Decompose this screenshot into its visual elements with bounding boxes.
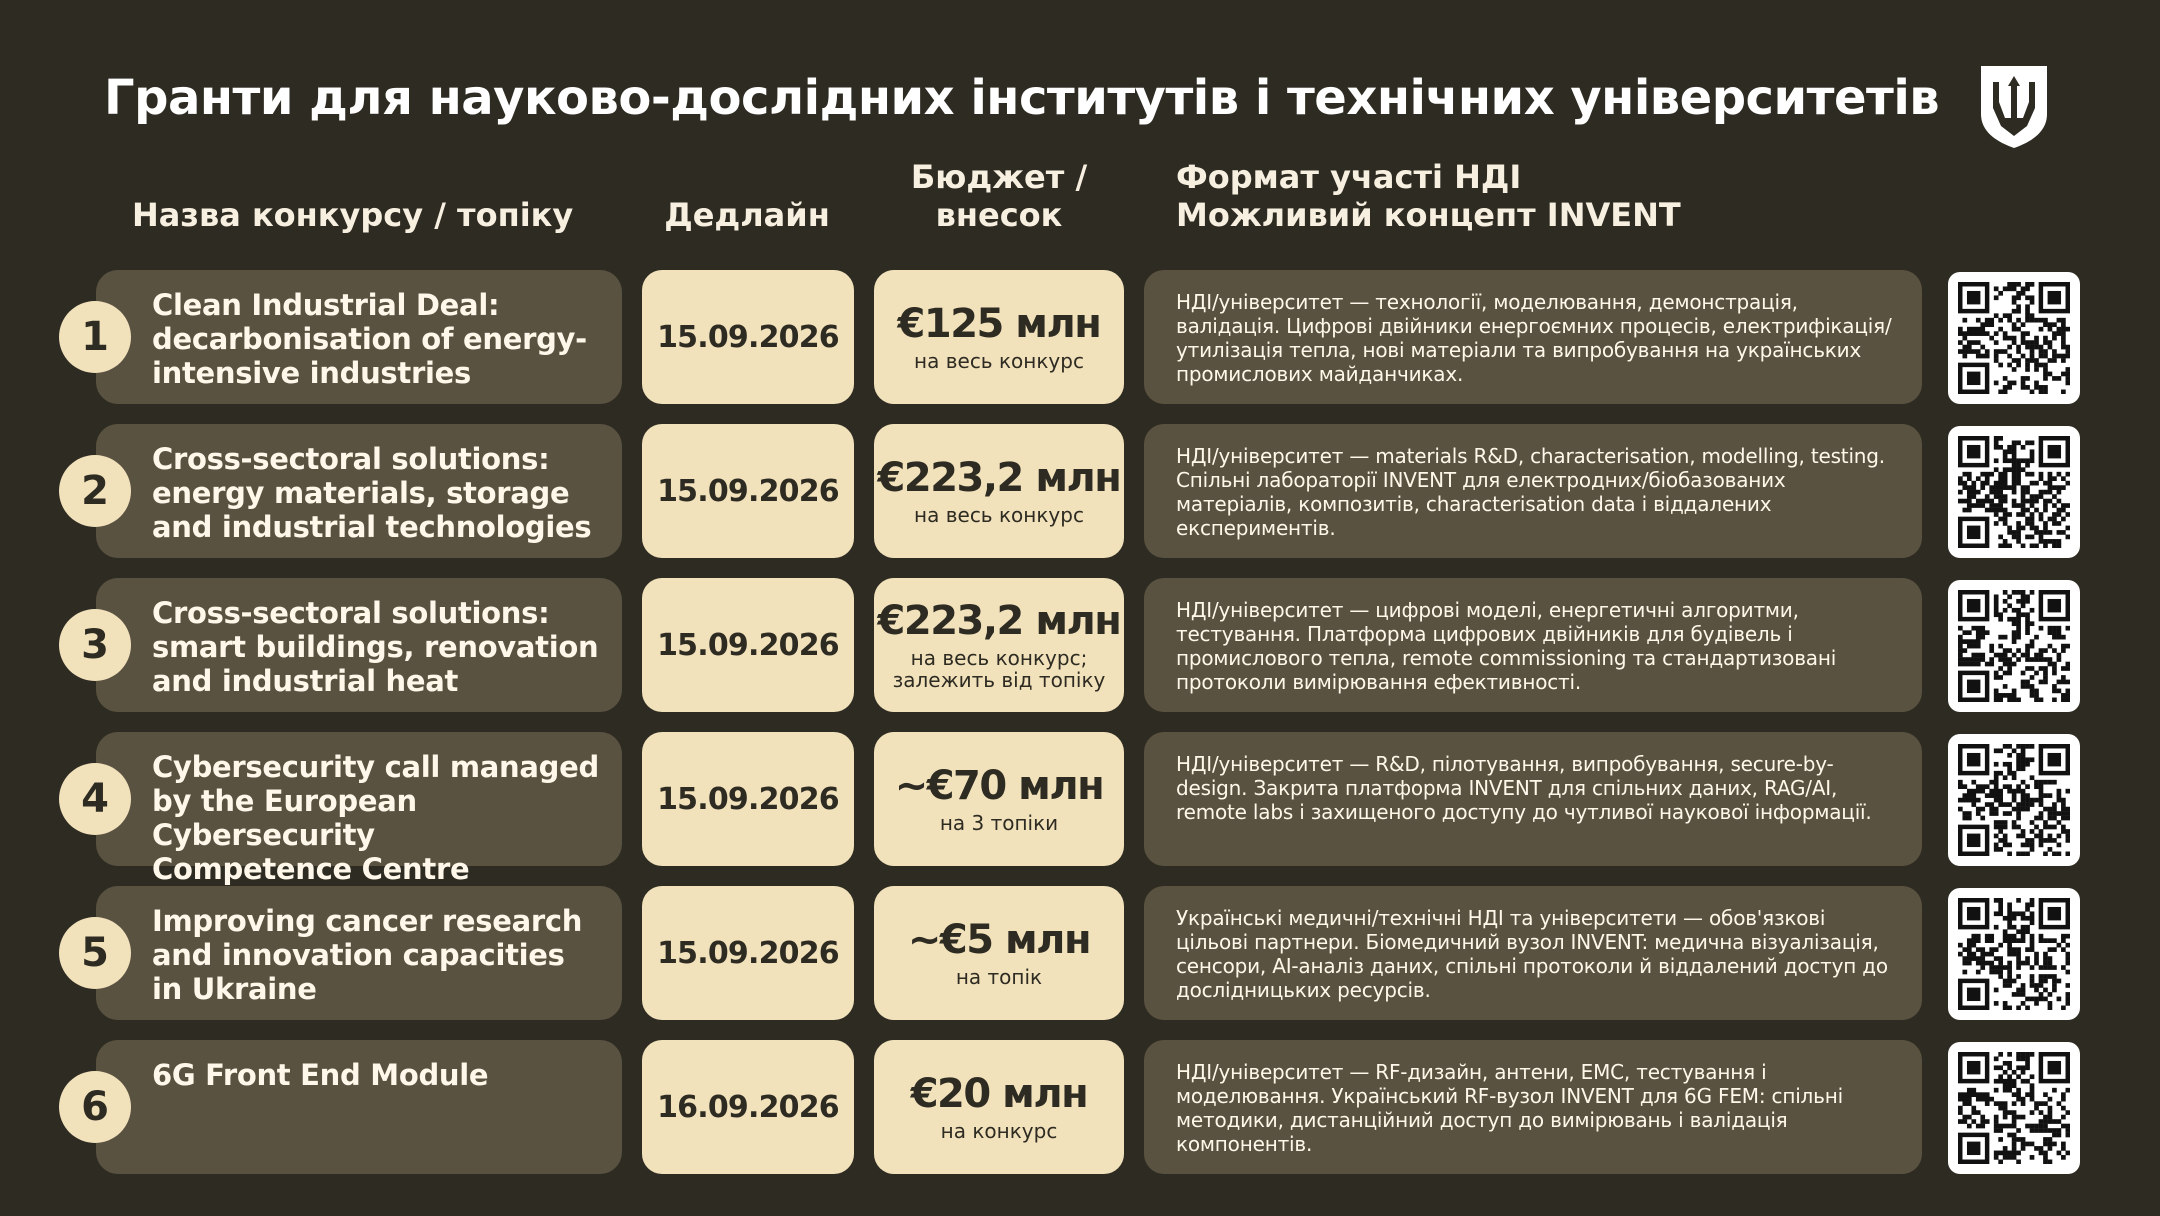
column-header-format: [1176, 158, 1681, 234]
grant-budget-amount: €125 млн: [897, 301, 1101, 347]
grant-number-badge: 3: [59, 609, 131, 681]
grant-name: Improving cancer research and innovation capacities in Ukraine: [152, 904, 583, 1006]
grant-name: 6G Front End Module: [152, 1058, 489, 1092]
grant-budget-note: на конкурс: [940, 1119, 1058, 1143]
grant-budget-note: на весь конкурс: [914, 349, 1084, 373]
grant-budget-note: на весь конкурс; залежить від топіку: [892, 646, 1106, 692]
grant-budget-note: на топік: [955, 965, 1043, 989]
column-header-budget: Бюджет / внесок: [910, 158, 1088, 234]
column-header-format-line1: Формат участі НДІ: [1176, 158, 1522, 196]
qr-code-icon: [1958, 744, 2070, 856]
qr-code-icon: [1958, 436, 2070, 548]
grant-row: [0, 270, 2160, 404]
grant-number-badge: 4: [59, 763, 131, 835]
grant-row: [0, 732, 2160, 886]
column-header-format-line2: Можливий концепт INVENT: [1176, 196, 1681, 234]
grant-format-text: НДІ/університет — RF-дизайн, антени, EMC, тестування і моделювання. Український RF-вузол INVENT для 6G FEM: спільні методики, дистанційний доступ до вимірювань і валідація компонентів.: [1144, 1040, 1922, 1174]
column-header-name: Назва конкурсу / топіку: [132, 196, 574, 234]
qr-code-icon: [1958, 1052, 2070, 1164]
grant-row: [0, 424, 2160, 558]
grant-format-text: Українські медичні/технічні НДІ та університети — обов'язкові цільові партнери. Біомедичний вузол INVENT: медична візуалізація, сенсори, AI-аналіз даних, спільні протоколи й віддалений доступ до дослідницьких ресурсів.: [1144, 886, 1922, 1020]
grant-budget-note: на 3 топіки: [939, 811, 1059, 835]
grant-number-badge: 1: [59, 301, 131, 373]
grant-format-text: НДІ/університет — технології, моделювання, демонстрація, валідація. Цифрові двійники енергоємних процесів, електрифікація/утилізація тепла, нові матеріали та випробування на українських промислових майданчиках.: [1144, 270, 1922, 404]
grant-budget-note: на весь конкурс: [914, 503, 1084, 527]
page-title: Гранти для науково-дослідних інститутів і технічних університетів: [104, 70, 1940, 126]
grant-name: Cross-sectoral solutions: smart buildings, renovation and industrial heat: [152, 596, 599, 698]
qr-code-link[interactable]: [1948, 272, 2080, 404]
grant-deadline: 15.09.2026: [642, 732, 854, 866]
grant-budget-amount: €223,2 млн: [877, 598, 1121, 644]
qr-code-icon: [1958, 590, 2070, 702]
grant-format-text: НДІ/університет — R&D, пілотування, випробування, secure-by-design. Закрита платформа INVENT для спільних даних, RAG/AI, remote labs і захищеного доступу до чутливої наукової інформації.: [1144, 732, 1922, 866]
column-header-deadline: Дедлайн: [664, 196, 830, 234]
grant-deadline: 15.09.2026: [642, 270, 854, 404]
grant-budget-amount: ~€5 млн: [907, 917, 1091, 963]
grant-budget-card: [874, 424, 1124, 558]
trident-shield-icon: [1975, 62, 2053, 150]
grant-budget-card: [874, 578, 1124, 712]
qr-code-icon: [1958, 898, 2070, 1010]
grant-row: [0, 578, 2160, 712]
qr-code-link[interactable]: [1948, 888, 2080, 1020]
grant-budget-amount: ~€70 млн: [894, 763, 1104, 809]
grant-row: [0, 1040, 2160, 1174]
grant-deadline: 15.09.2026: [642, 424, 854, 558]
grant-number-badge: 2: [59, 455, 131, 527]
grant-budget-card: [874, 886, 1124, 1020]
grant-deadline: 15.09.2026: [642, 886, 854, 1020]
grant-budget-card: [874, 270, 1124, 404]
grant-format-text: НДІ/університет — materials R&D, characterisation, modelling, testing. Спільні лабораторії INVENT для електродних/біобазованих матеріалів, композитів, characterisation data і віддалених експериментів.: [1144, 424, 1922, 558]
grant-budget-amount: €223,2 млн: [877, 455, 1121, 501]
qr-code-link[interactable]: [1948, 1042, 2080, 1174]
qr-code-icon: [1958, 282, 2070, 394]
grant-name: Cybersecurity call managed by the European Cybersecurity Competence Centre: [152, 750, 599, 886]
grant-budget-card: [874, 732, 1124, 866]
grant-row: [0, 886, 2160, 1020]
grant-budget-amount: €20 млн: [910, 1071, 1088, 1117]
qr-code-link[interactable]: [1948, 426, 2080, 558]
grant-deadline: 15.09.2026: [642, 578, 854, 712]
grant-name: Clean Industrial Deal: decarbonisation of energy- intensive industries: [152, 288, 587, 390]
qr-code-link[interactable]: [1948, 580, 2080, 712]
grant-number-badge: 5: [59, 917, 131, 989]
grant-name: Cross-sectoral solutions: energy materials, storage and industrial technologies: [152, 442, 592, 544]
qr-code-link[interactable]: [1948, 734, 2080, 866]
grant-format-text: НДІ/університет — цифрові моделі, енергетичні алгоритми, тестування. Платформа цифрових двійників для будівель і промислового тепла, remote commissioning та стандартизовані протоколи вимірювання ефективності.: [1144, 578, 1922, 712]
grant-budget-card: [874, 1040, 1124, 1174]
grant-deadline: 16.09.2026: [642, 1040, 854, 1174]
grant-number-badge: 6: [59, 1071, 131, 1143]
